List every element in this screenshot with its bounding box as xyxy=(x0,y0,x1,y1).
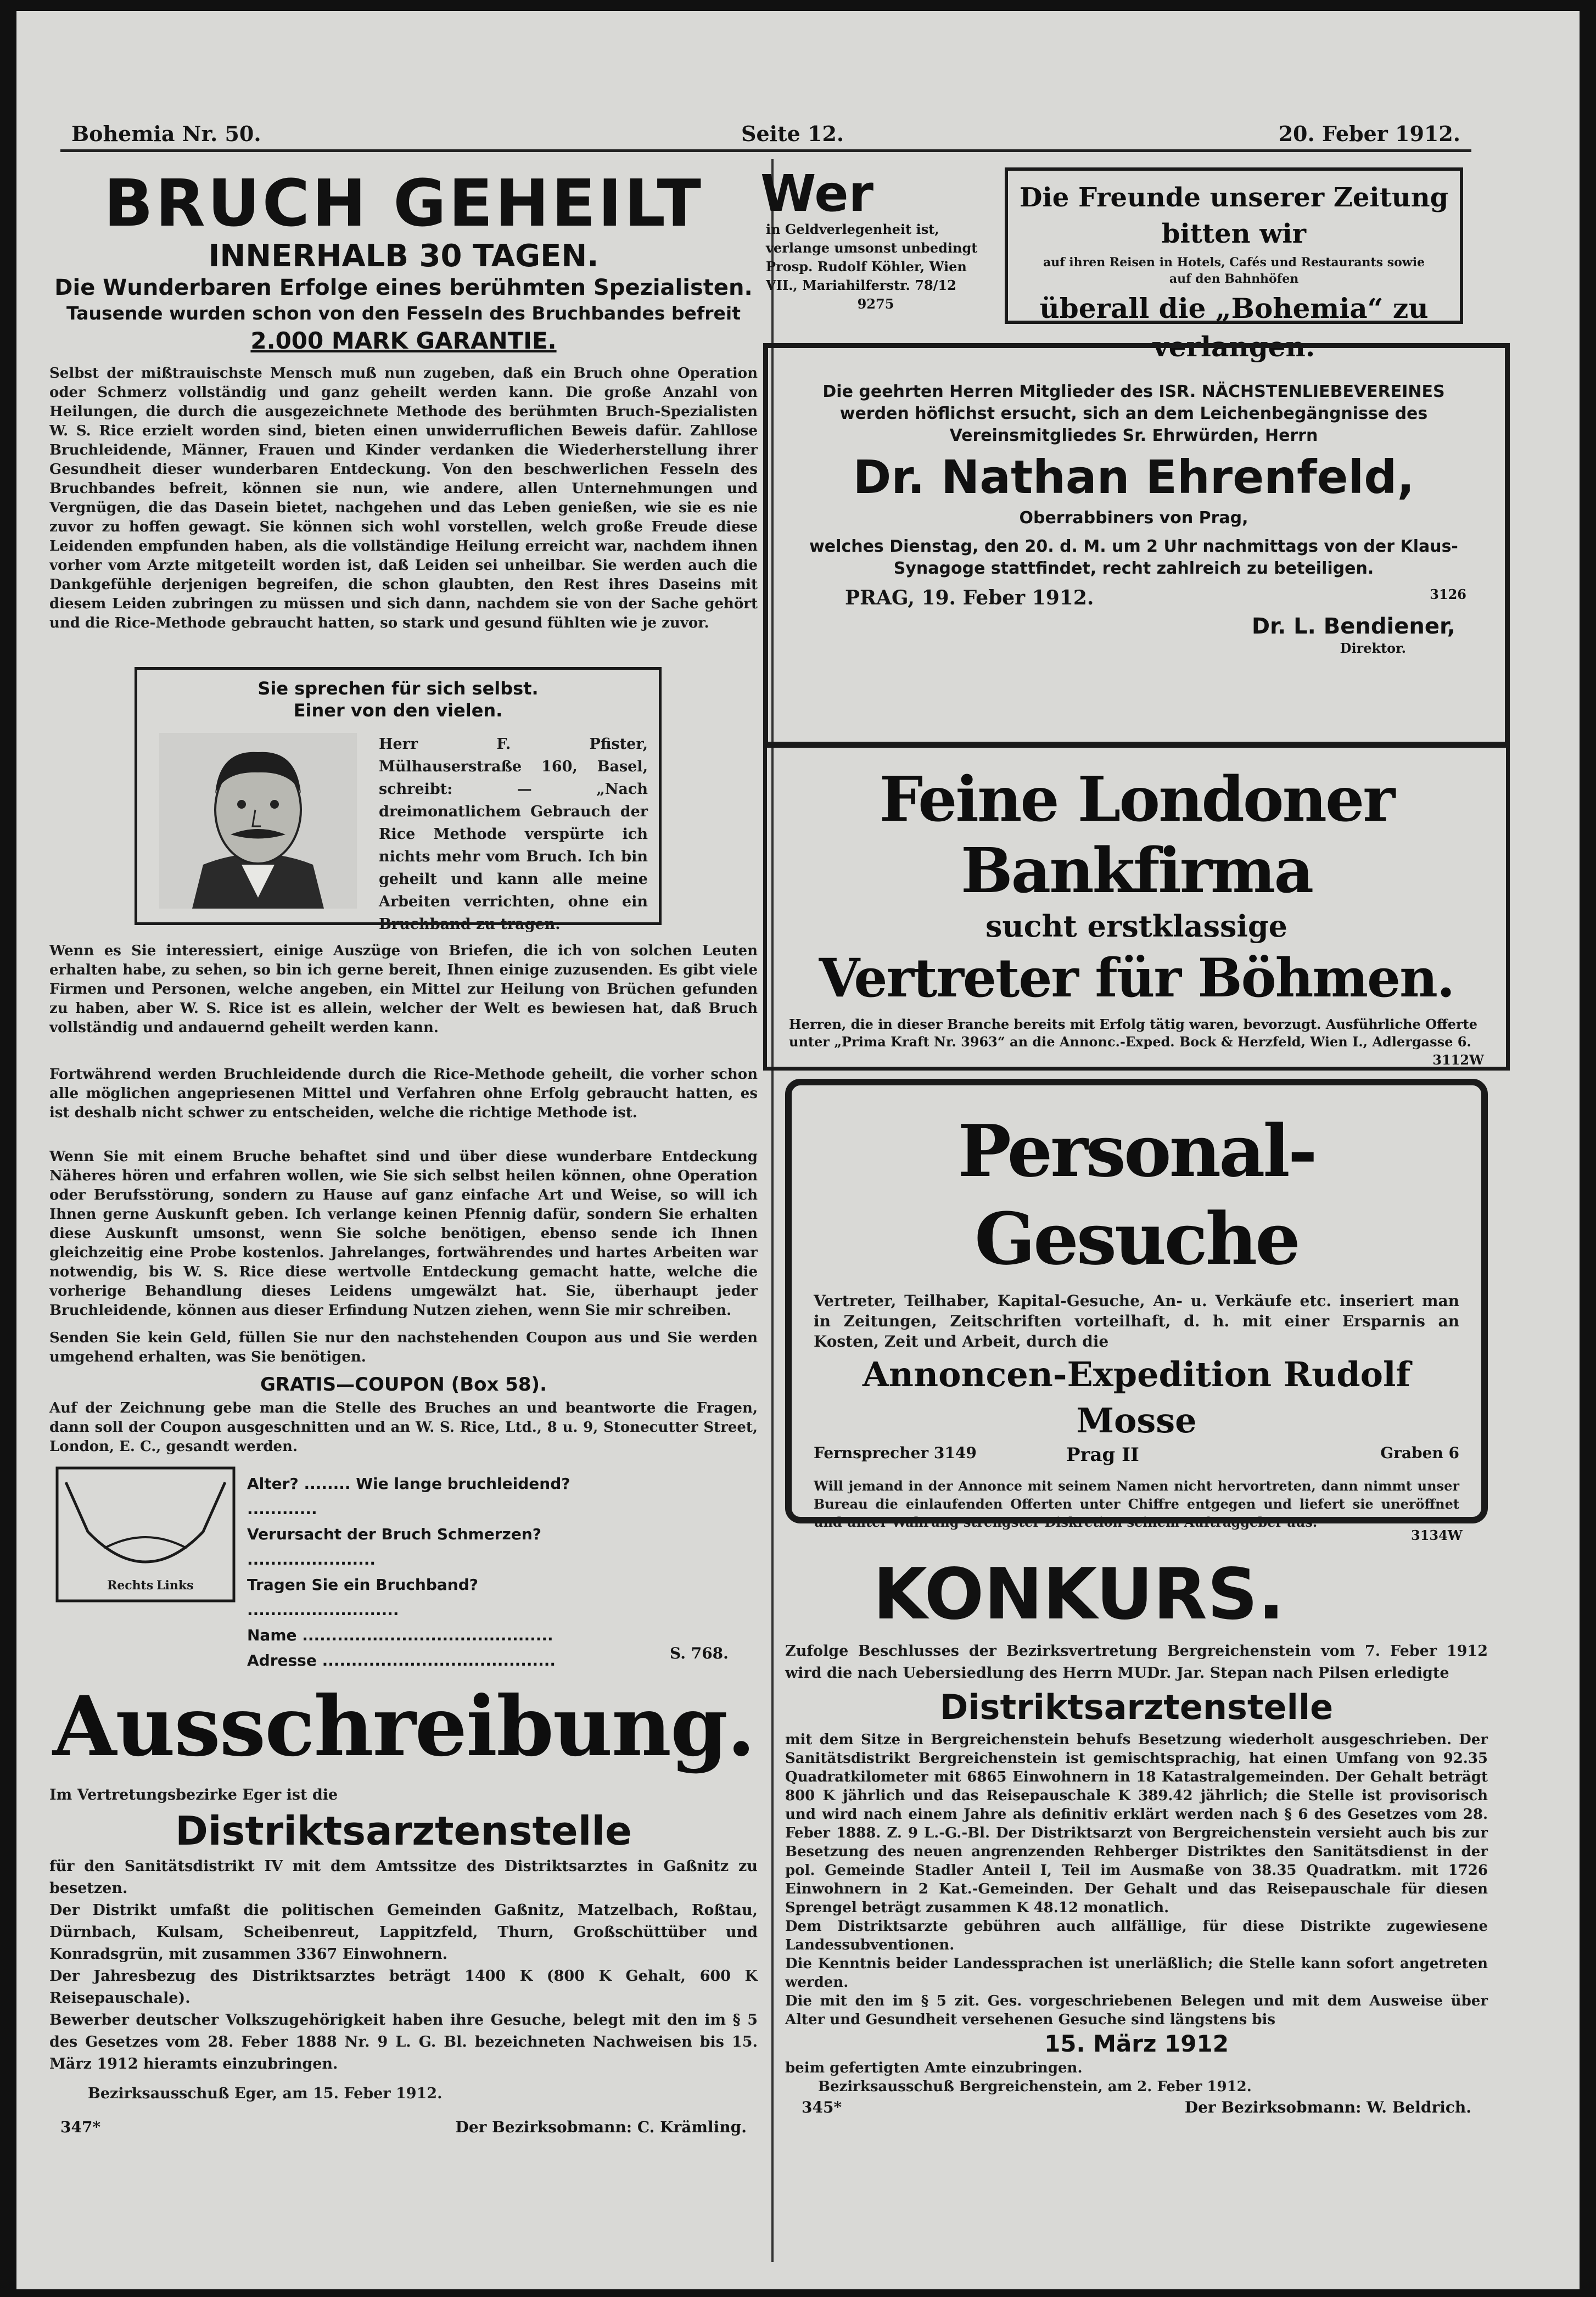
bank-line1: Feine Londoner Bankfirma xyxy=(879,764,1394,907)
mosse-ad xyxy=(785,1079,1488,1530)
mosse-title: Personal-Gesuche xyxy=(957,1109,1315,1281)
bruch-paragraph-2: Wenn es Sie interessiert, einige Auszüge von Briefen, die ich von solchen Leuten erhalten habe, zu sehen, so bin ich gerne bereit, Ihnen einige zuzusenden. Es gibt viele Firmen und Personen, welche angeben, ein Mittel zur Heilung von Brüchen gefunden zu haben, aber W. S. Rice ist es allein, welcher der Welt es bewiesen hat, daß Bruch vollständig und andauernd geheilt werden kann. xyxy=(49,943,758,1036)
coupon-heading: GRATIS—COUPON (Box 58). xyxy=(260,1374,547,1396)
ausschreibung-place: Bezirksausschuß Eger, am 15. Feber 1912. xyxy=(88,2085,443,2102)
bank-line3: Vertreter für Böhmen. xyxy=(819,947,1454,1009)
bruch-headline: BRUCH GEHEILT xyxy=(104,165,703,241)
ausschreibung-signer: Der Bezirksobmann: C. Krämling. xyxy=(455,2118,747,2136)
death-notice-signer: Dr. L. Bendiener, xyxy=(1251,614,1455,639)
freunde-line2: auf ihren Reisen in Hotels, Cafés und Restaurants sowie auf den Bahnhöfen xyxy=(1043,255,1425,286)
freunde-line3: überall die „Bohemia“ zu verlangen. xyxy=(1039,292,1429,363)
testimonial-text: Herr F. Pfister, Mülhauserstraße 160, Basel, schreibt: — „Nach dreimonatlichem Gebrauch der Rice Methode verspürte ich nichts mehr vom Bruch. Ich bin geheilt und kann alle meine Arbeiten verrichten, ohne ein Bruchband zu tragen. xyxy=(379,736,648,933)
ausschreibung-text-3: Der Jahresbezug des Distriktsarztes beträgt 1400 K (800 K Gehalt, 600 K Reisepauschale). xyxy=(49,1968,758,2007)
bruch-ad xyxy=(49,167,758,633)
konkurs-notice xyxy=(785,1554,1488,2120)
hernia-diagram xyxy=(55,1466,236,1603)
konkurs-intro: Zufolge Beschlusses der Bezirksvertretung Bergreichenstein vom 7. Feber 1912 wird die nach Uebersiedlung des Herrn MUDr. Jar. Stepan nach Pilsen erledigte xyxy=(785,1643,1488,1682)
portrait-illustration xyxy=(159,733,357,909)
wer-title: Wer xyxy=(760,164,873,223)
mosse-phone: Fernsprecher 3149 xyxy=(814,1444,977,1462)
wer-code: 9275 xyxy=(857,296,894,312)
bank-code: 3112W xyxy=(1432,1052,1484,1068)
konkurs-signer: Der Bezirksobmann: W. Beldrich. xyxy=(1184,2098,1471,2116)
ausschreibung-notice xyxy=(49,1680,758,2140)
coupon-field-address[interactable]: Adresse ........................................ xyxy=(247,1651,556,1669)
masthead-issue: Bohemia Nr. 50. xyxy=(71,121,261,146)
konkurs-deadline: 15. März 1912 xyxy=(1044,2030,1229,2057)
death-notice-name: Dr. Nathan Ehrenfeld, xyxy=(853,450,1415,504)
coupon-text: Auf der Zeichnung gebe man die Stelle des Bruches an und beantworte die Fragen, dann soll der Coupon ausgeschnitten und an W. S. Rice, Ltd., 8 u. 9, Stonecutter Street, London, E. C., gesandt werden. xyxy=(49,1400,758,1455)
konkurs-post: Distriktsarztenstelle xyxy=(939,1687,1334,1727)
bruch-guarantee: 2.000 MARK GARANTIE. xyxy=(250,327,557,354)
konkurs-text-2: Dem Distriktsarzte gebühren auch allfällige, für diese Distrikte zugewiesene Landessubventionen. xyxy=(785,1918,1488,1953)
bruch-paragraph-3: Fortwährend werden Bruchleidende durch die Rice-Methode geheilt, die vorher schon alle möglichen angepriesenen Mittel und Verfahren ohne Erfolg gebraucht hatten, es ist deshalb nicht schwer zu entscheiden, welche die richtige Methode ist. xyxy=(49,1066,758,1121)
testimonial-box xyxy=(135,667,662,933)
death-notice-intro: Die geehrten Herren Mitglieder des ISR. NÄCHSTENLIEBEVEREINES werden höflichst ersucht, sich an dem Leichenbegängnisse des Vereinsmitgliedes Sr. Ehrwürden, Herrn xyxy=(822,382,1445,445)
bruch-subheadline: INNERHALB 30 TAGEN. xyxy=(208,238,599,274)
konkurs-text-3: Die Kenntnis beider Landessprachen ist unerläßlich; die Stelle kann sofort angetreten werden. xyxy=(785,1956,1488,1991)
death-notice-title: Oberrabbiners von Prag, xyxy=(1019,508,1248,528)
freunde-line1: Die Freunde unserer Zeitung bitten wir xyxy=(1019,182,1449,249)
konkurs-text-4: Die mit den im § 5 zit. Ges. vorgeschriebenen Belegen und mit dem Ausweise über Alter und Gesundheit versehenen Gesuche sind längstens bis xyxy=(785,1993,1488,2028)
bruch-paragraph-1: Selbst der mißtrauischste Mensch muß nun zugeben, daß ein Bruch ohne Operation oder Schmerz vollständig und ganz geheilt werden kann. Die große Anzahl von Heilungen, die durch die ausgezeichnete Methode des berühmten Bruch-Spezialisten W. S. Rice erzielt worden sind, bieten einen unwiderruflichen Beweis dafür. Zahllose Bruchleidende, Männer, Frauen und Kinder verdanken die Wiederherstellung ihrer Gesundheit dieser wunderbaren Entdeckung. Von den beschwerlichen Fesseln des Bruchbandes befreit, können sie nun, wie andere, allen Unternehmungen und Vergnügen, die das Dasein bietet, nachgehen und das Leben genießen, wie sie es nie zuvor zu hoffen gewagt. Sie können sich wohl vorstellen, welch große Freude diese Leidenden empfunden haben, als die vollständige Heilung erreicht war, nachdem ihnen vorher vom Arzte mitgeteilt worden ist, daß Leiden sei unheilbar. Sie werden auch die Dankgefühle derjenigen begreifen, die schon glaubten, den Rest ihres Daseins mit diesem Leiden zubringen zu müssen und sich dann, nachdem sie von der Sache gehört und die Rice-Methode gebraucht hatten, so stark und gesund fühlten wie je zuvor. xyxy=(49,365,758,631)
ausschreibung-intro: Im Vertretungsbezirke Eger ist die xyxy=(49,1786,338,1803)
bruch-code: S. 768. xyxy=(670,1644,729,1662)
mosse-firm: Annoncen-Expedition Rudolf Mosse xyxy=(862,1354,1411,1441)
konkurs-code: 345* xyxy=(802,2098,842,2116)
coupon-form xyxy=(247,1471,631,1673)
konkurs-title: KONKURS. xyxy=(873,1554,1285,1635)
death-notice-code: 3126 xyxy=(1430,586,1466,602)
testimonial-heading: Sie sprechen für sich selbst. xyxy=(257,678,539,699)
wer-ad xyxy=(755,164,996,327)
bank-line2: sucht erstklassige xyxy=(985,909,1288,944)
freunde-notice xyxy=(1005,167,1463,363)
coupon-field-age[interactable]: Alter? ........ Wie lange bruchleidend? ............ xyxy=(247,1475,570,1518)
mosse-city: Prag II xyxy=(1066,1444,1139,1466)
ausschreibung-post: Distriktsarztenstelle xyxy=(175,1808,632,1854)
bruch-line2: Tausende wurden schon von den Fesseln des Bruchbandes befreit xyxy=(66,302,741,324)
death-notice-signer-role: Direktor. xyxy=(1340,640,1406,656)
newspaper-page xyxy=(16,11,1580,2289)
ausschreibung-title: Ausschreibung. xyxy=(52,1678,755,1775)
ausschreibung-text-4: Bewerber deutscher Volkszugehörigkeit haben ihre Gesuche, belegt mit den im § 5 des Gesetzes vom 28. Feber 1888 Nr. 9 L. G. Bl. bezeichneten Nachweisen bis 15. März 1912 hieramts einzubringen. xyxy=(49,2012,758,2072)
death-notice-place: PRAG, 19. Feber 1912. xyxy=(845,586,1094,609)
mosse-text: Vertreter, Teilhaber, Kapital-Gesuche, An- u. Verkäufe etc. inseriert man in Zeitungen, Zeitschriften vorteilhaft, d. h. mit einer Ersparnis an Kosten, Zeit und Arbeit, durch die xyxy=(814,1292,1459,1351)
death-notice xyxy=(763,343,1510,747)
wer-text: in Geldverlegenheit ist, verlange umsonst unbedingt Prosp. Rudolf Köhler, Wien VII., Mariahilferstr. 78/12 xyxy=(766,221,978,293)
diagram-label-right: Rechts xyxy=(107,1578,154,1593)
konkurs-text-5: beim gefertigten Amte einzubringen. xyxy=(785,2060,1083,2076)
diagram-label-left: Links xyxy=(156,1578,194,1593)
bruch-paragraph-4: Wenn Sie mit einem Bruche behaftet sind und über diese wunderbare Entdeckung Näheres hören und erfahren wollen, wie Sie sich selbst heilen können, ohne Operation oder Berufsstörung, sondern zu Hause auf ganz einfache Art und Weise, so will ich Ihnen gerne Auskunft geben. Ich verlange keinen Pfennig dafür, sondern Sie erhalten diese Auskunft umsonst, wenn Sie solche benötigen, ebenso sende ich Ihnen gleichzeitig eine Probe kostenlos. Jahrelanges, fortwährendes und hartes Arbeiten war notwendig, bis W. S. Rice diese wertvolle Entdeckung gemacht hatte, welche die vorherige Behandlung dieses Leidens umgewälzt hat. Sie, überhaupt jeder Bruchleidende, können aus dieser Erfindung Nutzen ziehen, wenn Sie mir schreiben. xyxy=(49,1148,758,1319)
konkurs-text-1: mit dem Sitze in Bergreichenstein behufs Besetzung wiederholt ausgeschrieben. Der Sanitätsdistrikt Bergreichenstein ist gemischtsprachig, hat einen Umfang von 92.35 Quadratkilometer mit 6865 Einwohnern in 18 Katastralgemeinden. Der Gehalt beträgt 800 K jährlich und das Reisepauschale K 389.42 jährlich; die Stelle ist provisorisch und wird nach einem Jahre als definitiv erklärt werden nach § 6 des Gesetzes vom 28. Feber 1888. Z. 9 L.-G.-Bl. Der Distriktsarzt von Bergreichenstein versieht auch bis zur Besetzung des neuen angrenzenden Rehberger Distriktes den Sanitätsdienst in der pol. Gemeinde Stadler Anteil I, Teil im Ausmaße von 38.35 Quadratkm. mit 1726 Einwohnern in 2 Kat.-Gemeinden. Der Gehalt und das Reisepauschale für diesen Sprengel beträgt zusammen K 48.12 monatlich. xyxy=(785,1732,1488,1916)
bank-text: Herren, die in dieser Branche bereits mit Erfolg tätig waren, bevorzugt. Ausführliche Offerte unter „Prima Kraft Nr. 3963“ an die Annonc.-Exped. Bock & Herzfeld, Wien I., Adlergasse 6. xyxy=(789,1016,1477,1050)
coupon-field-pain[interactable]: Verursacht der Bruch Schmerzen? ...................... xyxy=(247,1525,541,1568)
coupon-field-name[interactable]: Name ........................................... xyxy=(247,1626,553,1644)
mosse-code: 3134W xyxy=(1411,1527,1463,1543)
testimonial-subheading: Einer von den vielen. xyxy=(293,700,503,721)
mosse-footer: Will jemand in der Annonce mit seinem Namen nicht hervortreten, dann nimmt unser Bureau die einlaufenden Offerten unter Chiffre entgegen und liefert sie uneröffnet und unter Wahrung strengster Diskretion seinem Auftraggeber aus. xyxy=(814,1478,1459,1530)
ausschreibung-text-1: für den Sanitätsdistrikt IV mit dem Amtssitze des Distriktsarztes in Gaßnitz zu besetzen. xyxy=(49,1858,758,1897)
death-notice-text: welches Dienstag, den 20. d. M. um 2 Uhr nachmittags von der Klaus-Synagoge stattfindet, recht zahlreich zu beteiligen. xyxy=(809,537,1458,578)
masthead xyxy=(60,121,1471,152)
masthead-page: Seite 12. xyxy=(741,121,844,146)
coupon-field-truss[interactable]: Tragen Sie ein Bruchband? .......................... xyxy=(247,1576,478,1619)
konkurs-place: Bezirksausschuß Bergreichenstein, am 2. Feber 1912. xyxy=(818,2078,1252,2095)
masthead-date: 20. Feber 1912. xyxy=(1278,121,1460,146)
ausschreibung-text-2: Der Distrikt umfaßt die politischen Gemeinden Gaßnitz, Matzelbach, Roßtau, Dürnbach, Kulsam, Scheibenreut, Lappitzfeld, Thurn, Großschüttüber und Konradsgrün, mit zusammen 3367 Einwohnern. xyxy=(49,1902,758,1963)
ausschreibung-code: 347* xyxy=(60,2118,101,2136)
bruch-paragraph-5: Senden Sie kein Geld, füllen Sie nur den nachstehenden Coupon aus und Sie werden umgehend erhalten, was Sie benötigen. xyxy=(49,1330,758,1365)
bank-ad xyxy=(763,744,1510,1071)
bruch-line1: Die Wunderbaren Erfolge eines berühmten Spezialisten. xyxy=(54,275,753,300)
mosse-street: Graben 6 xyxy=(1380,1444,1459,1462)
